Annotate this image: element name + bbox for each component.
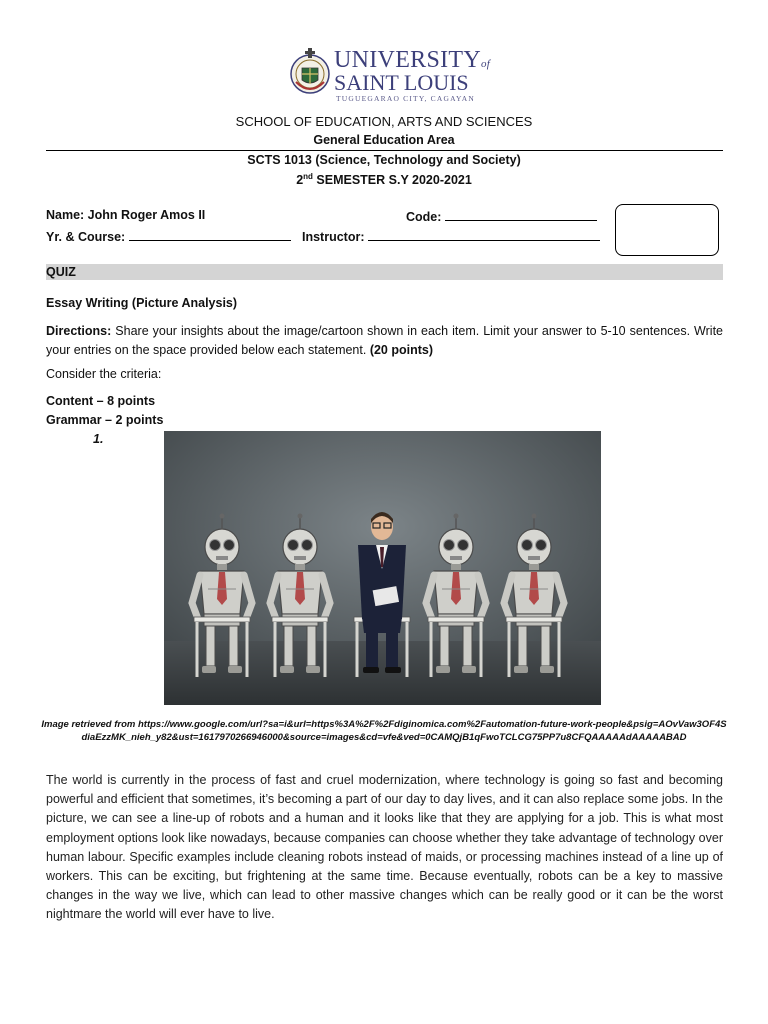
logo-university-text: UNIVERSITYof xyxy=(334,47,491,73)
quiz-section-label: QUIZ xyxy=(46,265,76,279)
essay-title: Essay Writing (Picture Analysis) xyxy=(46,296,238,310)
criteria-grammar: Grammar – 2 points xyxy=(46,413,164,427)
code-field: Code: xyxy=(406,208,597,224)
instructor-field: Instructor: xyxy=(302,228,600,244)
criteria-content: Content – 8 points xyxy=(46,394,156,408)
semester-heading: 2nd SEMESTER S.Y 2020-2021 xyxy=(296,172,472,188)
university-seal-icon xyxy=(288,44,332,102)
consider-criteria: Consider the criteria: xyxy=(46,367,162,381)
code-blank[interactable] xyxy=(445,208,597,221)
score-box xyxy=(615,204,719,256)
essay-answer: The world is currently in the process of fast and cruel modernization, where technology is going so fast and becoming powerful and efficient that sometimes, it’s becoming a part of our day to day lives, and it can also replace some jobs. In the picture, we can see a line-up of robots and a human and it looks like that they are applying for a job. This is what most employment options look like nowadays, because companies can choose whether they take advantage of technology over human labour. Specific examples include cleaning robots instead of maids, or processing machines instead of a line up of workers. This can be exciting, but frightening at the same time. Because eventually, robots can be a key to massive changes in the way we live, which can lead to other massive changes which can be really good or it can be the worst nightmare the world will ever have to live. xyxy=(46,773,723,922)
school-heading: SCHOOL OF EDUCATION, ARTS AND SCIENCES xyxy=(235,114,533,129)
university-logo xyxy=(288,44,491,103)
logo-city-text: TUGUEGARAO CITY, CAGAYAN xyxy=(336,94,476,103)
logo-saint-louis-text: SAINT LOUIS xyxy=(334,70,469,95)
header-divider xyxy=(46,150,723,151)
area-heading: General Education Area xyxy=(313,133,455,147)
image-source-caption: Image retrieved from https://www.google.com/url?sa=i&url=https%3A%2F%2Fdiginomica.com%2Fautomation-future-work-people&psig=AOvVaw3OF4SdiaEzzMK_nieh_y82&ust=1617970266946000&source=images&cd=vfe&ved=0CAMQjB1qFwoTCLCG75PP7u8CFQAAAAAdAAAAABAD xyxy=(41,719,727,743)
directions-paragraph: Directions: Share your insights about the image/cartoon shown in each item. Limit your answer to 5-10 sentences. Write your entries on the space provided below each statement. (20 points) xyxy=(46,324,723,357)
quiz-section-bar xyxy=(46,264,723,280)
item-number: 1. xyxy=(93,432,104,446)
robots-job-applicants-image xyxy=(164,431,601,705)
instructor-blank[interactable] xyxy=(368,228,600,241)
yr-course-field: Yr. & Course: xyxy=(46,228,291,244)
course-heading: SCTS 1013 (Science, Technology and Society) xyxy=(247,153,521,167)
name-field: Name: John Roger Amos II xyxy=(46,208,206,222)
yr-course-blank[interactable] xyxy=(129,228,291,241)
